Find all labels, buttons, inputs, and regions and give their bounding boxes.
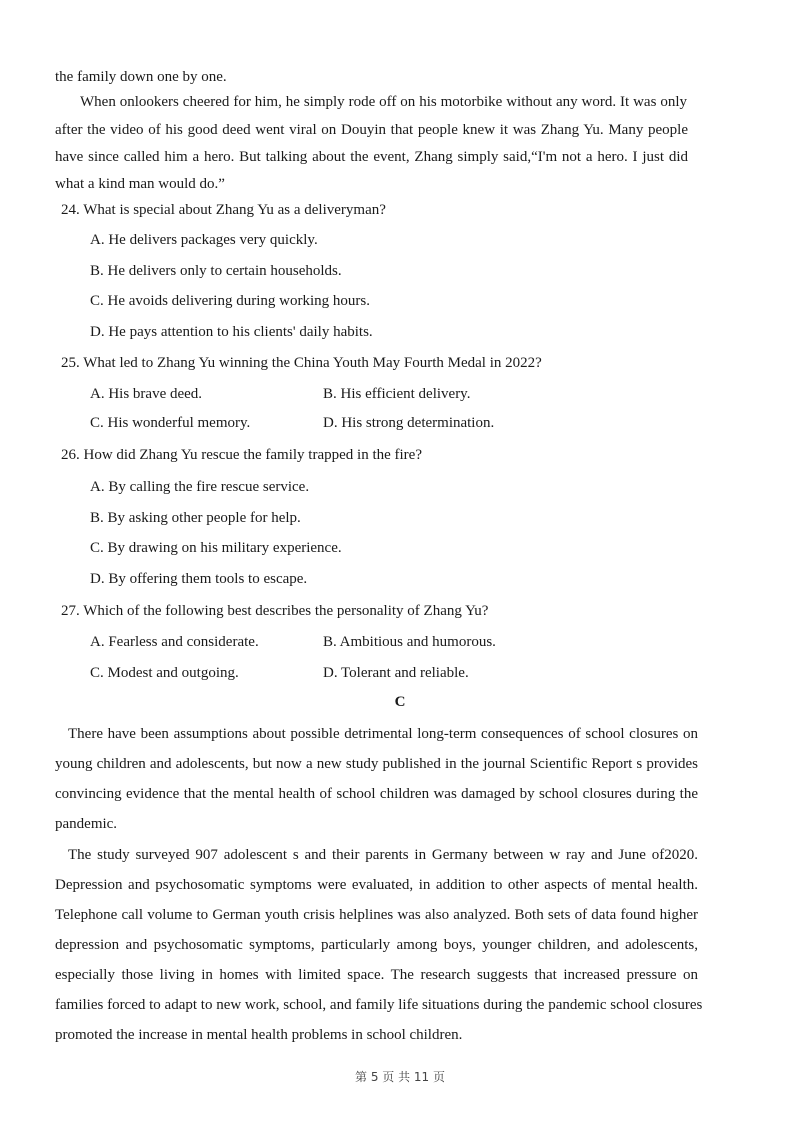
option-c[interactable]: C. His wonderful memory.: [90, 415, 251, 431]
passage-line: young children and adolescents, but now a new study published in the journal Scientific Report s provides: [55, 756, 698, 772]
section-heading-c: C: [394, 694, 406, 710]
passage-line: promoted the increase in mental health problems in school children.: [55, 1027, 463, 1043]
option-a[interactable]: A. His brave deed.: [90, 386, 203, 402]
option-b[interactable]: B. By asking other people for help.: [90, 510, 301, 526]
option-a[interactable]: A. He delivers packages very quickly.: [90, 232, 318, 248]
passage-line: especially those living in homes with limited space. The research suggests that increased pressure on: [55, 967, 698, 983]
question-stem: 25. What led to Zhang Yu winning the China Youth May Fourth Medal in 2022?: [61, 355, 542, 371]
passage-line: When onlookers cheered for him, he simply rode off on his motorbike without any word. It was only: [80, 94, 687, 110]
option-d[interactable]: D. His strong determination.: [323, 415, 495, 431]
passage-line: convincing evidence that the mental health of school children was damaged by school closures during the: [55, 786, 698, 802]
option-b[interactable]: B. He delivers only to certain households.: [90, 263, 342, 279]
passage-line: the family down one by one.: [55, 69, 227, 85]
option-b[interactable]: B. His efficient delivery.: [323, 386, 471, 402]
option-a[interactable]: A. Fearless and considerate.: [90, 634, 259, 650]
passage-line: Depression and psychosomatic symptoms were evaluated, in addition to other aspects of mental health.: [55, 877, 698, 893]
passage-line: what a kind man would do.”: [55, 176, 225, 192]
passage-line: pandemic.: [55, 816, 118, 832]
question-stem: 26. How did Zhang Yu rescue the family trapped in the fire?: [61, 447, 422, 463]
option-c[interactable]: C. By drawing on his military experience.: [90, 540, 342, 556]
passage-line: after the video of his good deed went viral on Douyin that people knew it was Zhang Yu. Many people: [55, 122, 688, 138]
option-c[interactable]: C. He avoids delivering during working hours.: [90, 293, 370, 309]
passage-line: There have been assumptions about possible detrimental long-term consequences of school closures on: [68, 726, 698, 742]
passage-line: have since called him a hero. But talking about the event, Zhang simply said,“I'm not a hero. I just did: [55, 149, 688, 165]
passage-line: families forced to adapt to new work, school, and family life situations during the pandemic school closures: [55, 997, 703, 1013]
option-c[interactable]: C. Modest and outgoing.: [90, 665, 239, 681]
question-stem: 27. Which of the following best describes the personality of Zhang Yu?: [61, 603, 489, 619]
option-a[interactable]: A. By calling the fire rescue service.: [90, 479, 310, 495]
option-d[interactable]: D. He pays attention to his clients' daily habits.: [90, 324, 373, 340]
page-number-footer: 第 5 页 共 11 页: [355, 1070, 445, 1084]
passage-line: The study surveyed 907 adolescent s and their parents in Germany between w ray and June of2020.: [68, 847, 698, 863]
question-stem: 24. What is special about Zhang Yu as a deliveryman?: [61, 202, 386, 218]
option-b[interactable]: B. Ambitious and humorous.: [323, 634, 496, 650]
passage-line: Telephone call volume to German youth crisis helplines was also analyzed. Both sets of data found higher: [55, 907, 698, 923]
option-d[interactable]: D. Tolerant and reliable.: [323, 665, 469, 681]
passage-line: depression and psychosomatic symptoms, particularly among boys, younger children, and adolescents,: [55, 937, 698, 953]
option-d[interactable]: D. By offering them tools to escape.: [90, 571, 308, 587]
